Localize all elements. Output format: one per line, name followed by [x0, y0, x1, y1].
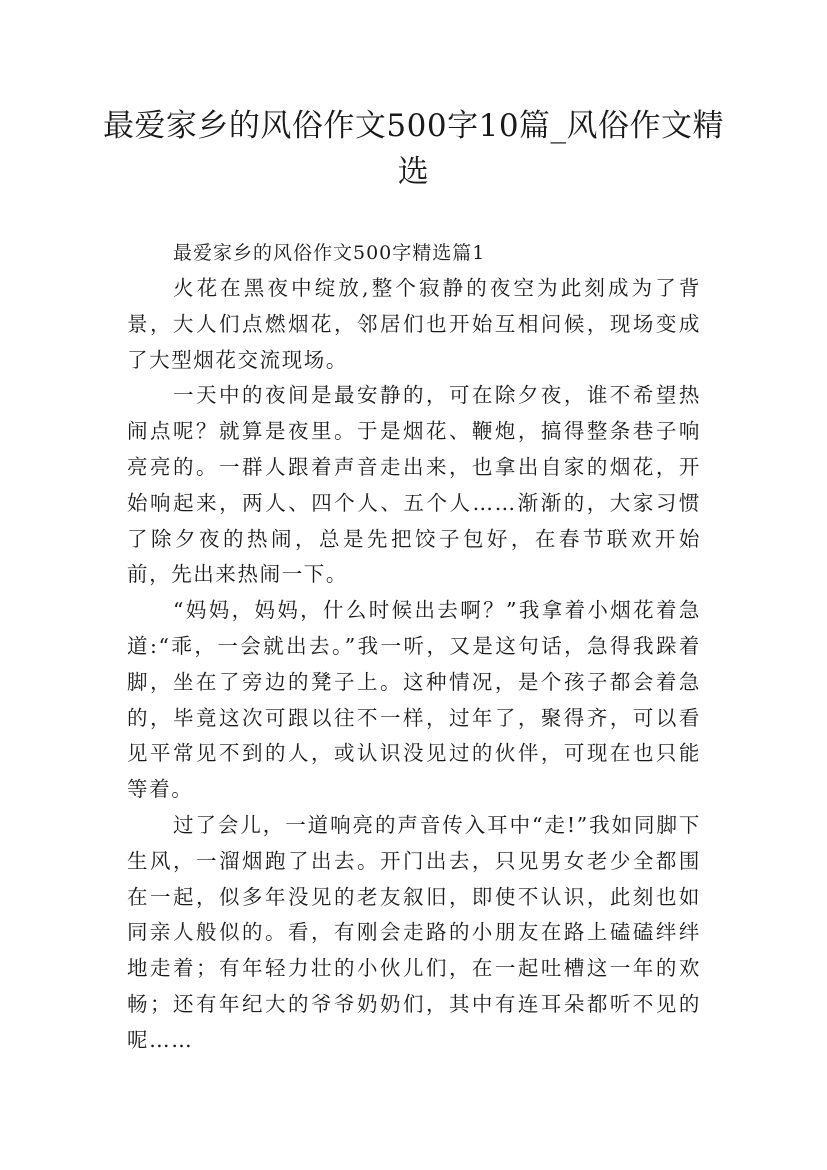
section-heading: 最爱家乡的风俗作文500字精选篇1 — [173, 242, 486, 264]
paragraph-1: 火花在黑夜中绽放,整个寂静的夜空为此刻成为了背景，大人们点燃烟花，邻居们也开始互相问候，现场变成了大型烟花交流现场。 — [127, 276, 701, 372]
paragraph-2: 一天中的夜间是最安静的，可在除夕夜，谁不希望热闹点呢？就算是夜里。于是烟花、鞭炮，搞得整条巷子响亮亮的。一群人跟着声音走出来，也拿出自家的烟花，开始响起来，两人、四个人、五个人……渐渐的，大家习惯了除夕夜的热闹，总是先把饺子包好，在春节联欢开始前，先出来热闹一下。 — [127, 383, 701, 587]
document-body — [127, 236, 701, 1059]
document-title: 最爱家乡的风俗作文500字10篇_风俗作文精选 — [102, 108, 725, 190]
paragraph-4: 过了会儿，一道响亮的声音传入耳中“走!”我如同脚下生风，一溜烟跑了出去。开门出去，只见男女老少全都围在一起，似多年没见的老友叙旧，即使不认识，此刻也如同亲人般似的。看，有刚会走路的小朋友在路上磕磕绊绊地走着；有年轻力壮的小伙儿们，在一起吐槽这一年的欢畅；还有年纪大的爷爷奶奶们，其中有连耳朵都听不见的呢…… — [127, 812, 701, 1052]
paragraph-3: “妈妈，妈妈，什么时候出去啊？”我拿着小烟花着急道:“乖，一会就出去。”我一听，又是这句话，急得我跺着脚，坐在了旁边的凳子上。这种情况，是个孩子都会着急的，毕竟这次可跟以往不一样，过年了，聚得齐，可以看见平常见不到的人，或认识没见过的伙伴，可现在也只能等着。 — [127, 598, 701, 802]
